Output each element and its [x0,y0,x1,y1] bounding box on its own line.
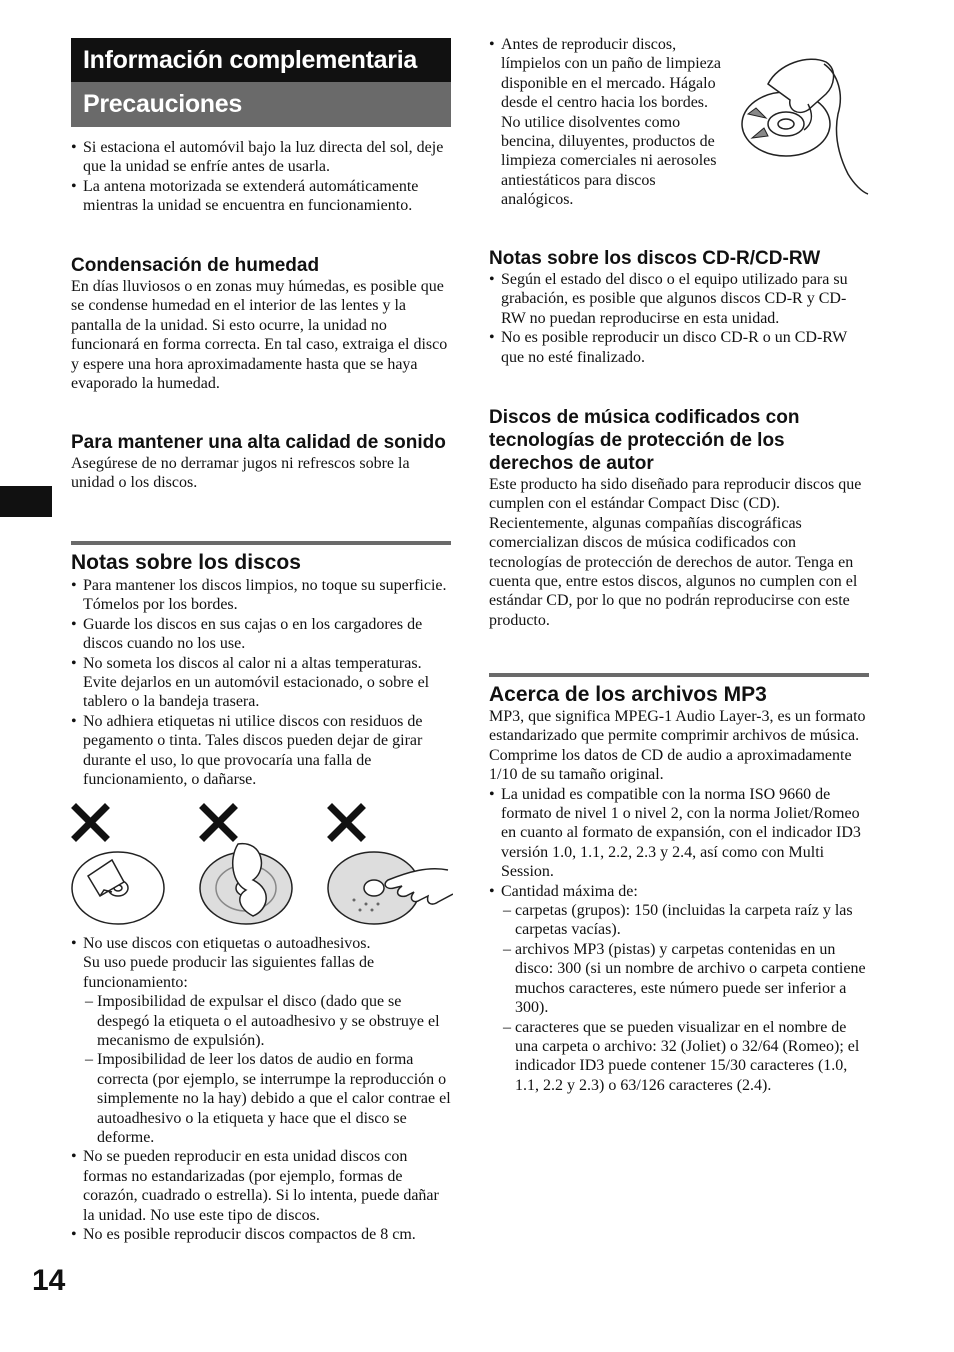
cdr-section [489,247,869,367]
discs-item: • No someta los discos al calor ni a altas temperaturas. Evite dejarlos en un automóvil estacionado, o sobre el tablero o la bandeja trasera. [71,654,451,712]
discs-labels-dash-list [71,992,451,1147]
discs-item: • No adhiera etiquetas ni utilice discos con residuos de pegamento o tinta. Tales discos pueden dejar de girar durante el uso, lo que provocaría una falla de funcionamiento, o dañarse. [71,712,451,790]
mp3-list [489,785,869,901]
dash-item: – Imposibilidad de leer los datos de audio en forma correcta (por ejemplo, se interrumpe la reproducción o simplemente no la hay) debido a que el calor contrae el autoadhesivo o la etiqueta y hace que el disco se deforme. [71,1050,451,1147]
condensation-heading: Condensación de humedad [71,255,320,276]
mp3-heading: Acerca de los archivos MP3 [489,683,767,706]
discs-more-item: • No es posible reproducir discos compactos de 8 cm. [71,1225,451,1244]
cdr-list [489,270,869,367]
disc-with-sticker-icon [72,852,164,924]
x-mark-icon [332,808,361,837]
disc-warning-illustrations [68,800,453,928]
condensation-section [71,254,451,393]
dash-item: – carpetas (grupos): 150 (incluidas la carpeta raíz y las carpetas vacías). [489,901,869,940]
mp3-dash-list [489,901,869,1095]
cdr-heading: Notas sobre los discos CD-R/CD-RW [489,248,821,269]
discs-labels-section [71,934,451,1245]
discs-section [71,541,451,789]
x-mark-icon [76,808,105,837]
intro-list [71,138,451,216]
discs-labels-item [71,934,451,992]
mp3-section [489,673,869,1095]
page-number: 14 [32,1264,66,1297]
quality-heading: Para mantener una alta calidad de sonido [71,432,446,453]
copyright-section [489,406,869,630]
discs-list [71,576,451,789]
discs-item: • Guarde los discos en sus cajas o en los cargadores de discos cuando no los use. [71,615,451,654]
section-tab [0,486,52,517]
cdr-item: • No es posible reproducir un disco CD-R o un CD-RW que no esté finalizado. [489,328,869,367]
section-rule [489,673,869,677]
x-mark-icon [204,808,233,837]
disc-with-residue-icon [200,844,292,924]
mp3-item: • Cantidad máxima de: [489,882,869,901]
discs-labels-list [71,934,451,992]
quality-text: Asegúrese de no derramar jugos ni refrescos sobre la unidad o los discos. [71,455,410,492]
cleaning-list [489,35,729,210]
disc-cleaning-illustration [738,44,870,196]
discs-item: • Para mantener los discos limpios, no toque su superficie. Tómelos por los bordes. [71,576,451,615]
condensation-text: En días lluviosos o en zonas muy húmedas, es posible que se condense humedad en el interior de las lentes y la pantalla de la unidad. Si esto ocurre, la unidad no funcionará en forma correcta. En tal caso, extraiga el disco y espere una hora aproximadamente hasta que se haya evaporado la humedad. [71,278,448,393]
copyright-p1: Este producto ha sido diseñado para reproducir discos que cumplen con el estándar Compact Disc (CD). [489,476,862,513]
discs-more-list [71,1147,451,1244]
cleaning-item: • Antes de reproducir discos, límpielos con un paño de limpieza disponible en el mercado. Hágalo desde el centro hacia los bordes. No utilice disolventes como bencina, diluyentes, productos de limpieza comerciales ni aerosoles antiestáticos para discos analógicos. [489,35,729,210]
dash-item: – archivos MP3 (pistas) y carpetas contenidas en un disco: 300 (si un nombre de archivo o carpeta contiene muchos caracteres, este número puede ser inferior a 300). [489,940,869,1018]
intro-list-block [71,138,451,216]
disc-with-fingerprints-icon [328,852,453,924]
discs-labels-sub: Su uso puede producir las siguientes fallas de funcionamiento: [83,954,375,991]
discs-heading: Notas sobre los discos [71,551,301,574]
dash-item: – caracteres que se pueden visualizar en el nombre de una carpeta o archivo: 32 (Joliet) o 32/64 (Romeo); el indicador ID3 puede contener 15/30 caracteres (1.0, 1.1, 2.2 y 2.3) o 63/126 caracteres (2.4). [489,1018,869,1096]
intro-item: • Si estaciona el automóvil bajo la luz directa del sol, deje que la unidad se enfríe antes de usarla. [71,138,451,177]
cdr-item: • Según el estado del disco o el equipo utilizado para su grabación, es posible que algunos discos CD-R y CD-RW no puedan reproducirse en esta unidad. [489,270,869,328]
discs-labels-item-text: No use discos con etiquetas o autoadhesivos. [83,935,371,952]
copyright-heading: Discos de música codificados con tecnologías de protección de los derechos de autor [489,407,800,474]
page-subtitle: Precauciones [71,82,451,127]
page-title: Información complementaria [71,38,451,82]
cleaning-section [489,35,729,210]
intro-item: • La antena motorizada se extenderá automáticamente mientras la unidad se encuentra en funcionamiento. [71,177,451,216]
mp3-text: MP3, que significa MPEG-1 Audio Layer-3, es un formato estandarizado que permite comprimir archivos de música. Comprime los datos de CD de audio a aproximadamente 1/10 de su tamaño original. [489,708,866,784]
section-rule [71,541,451,545]
quality-section [71,431,451,493]
mp3-item: • La unidad es compatible con la norma ISO 9660 de formato de nivel 1 o nivel 2, con la norma Joliet/Romeo en cuanto al formato de expansión, con el indicador ID3 versión 1.0, 1.1, 2.2, 2.3 y 2.4, así como con Multi Session. [489,785,869,882]
discs-more-item: • No se pueden reproducir en esta unidad discos con formas no estandarizadas (por ejemplo, formas de corazón, cuadrado o estrella). Si lo intenta, puede dañar la unidad. No use este tipo de discos. [71,1147,451,1225]
dash-item: – Imposibilidad de expulsar el disco (dado que se despegó la etiqueta o el autoadhesivo y se obstruye el mecanismo de expulsión). [71,992,451,1050]
copyright-p2: Recientemente, algunas compañías discográficas comercializan discos de música codificados con tecnologías de protección de derechos de autor. Tenga en cuenta que, entre estos discos, algunos no cumplen con el estándar CD, por lo que no podrán reproducirse con este producto. [489,514,858,629]
